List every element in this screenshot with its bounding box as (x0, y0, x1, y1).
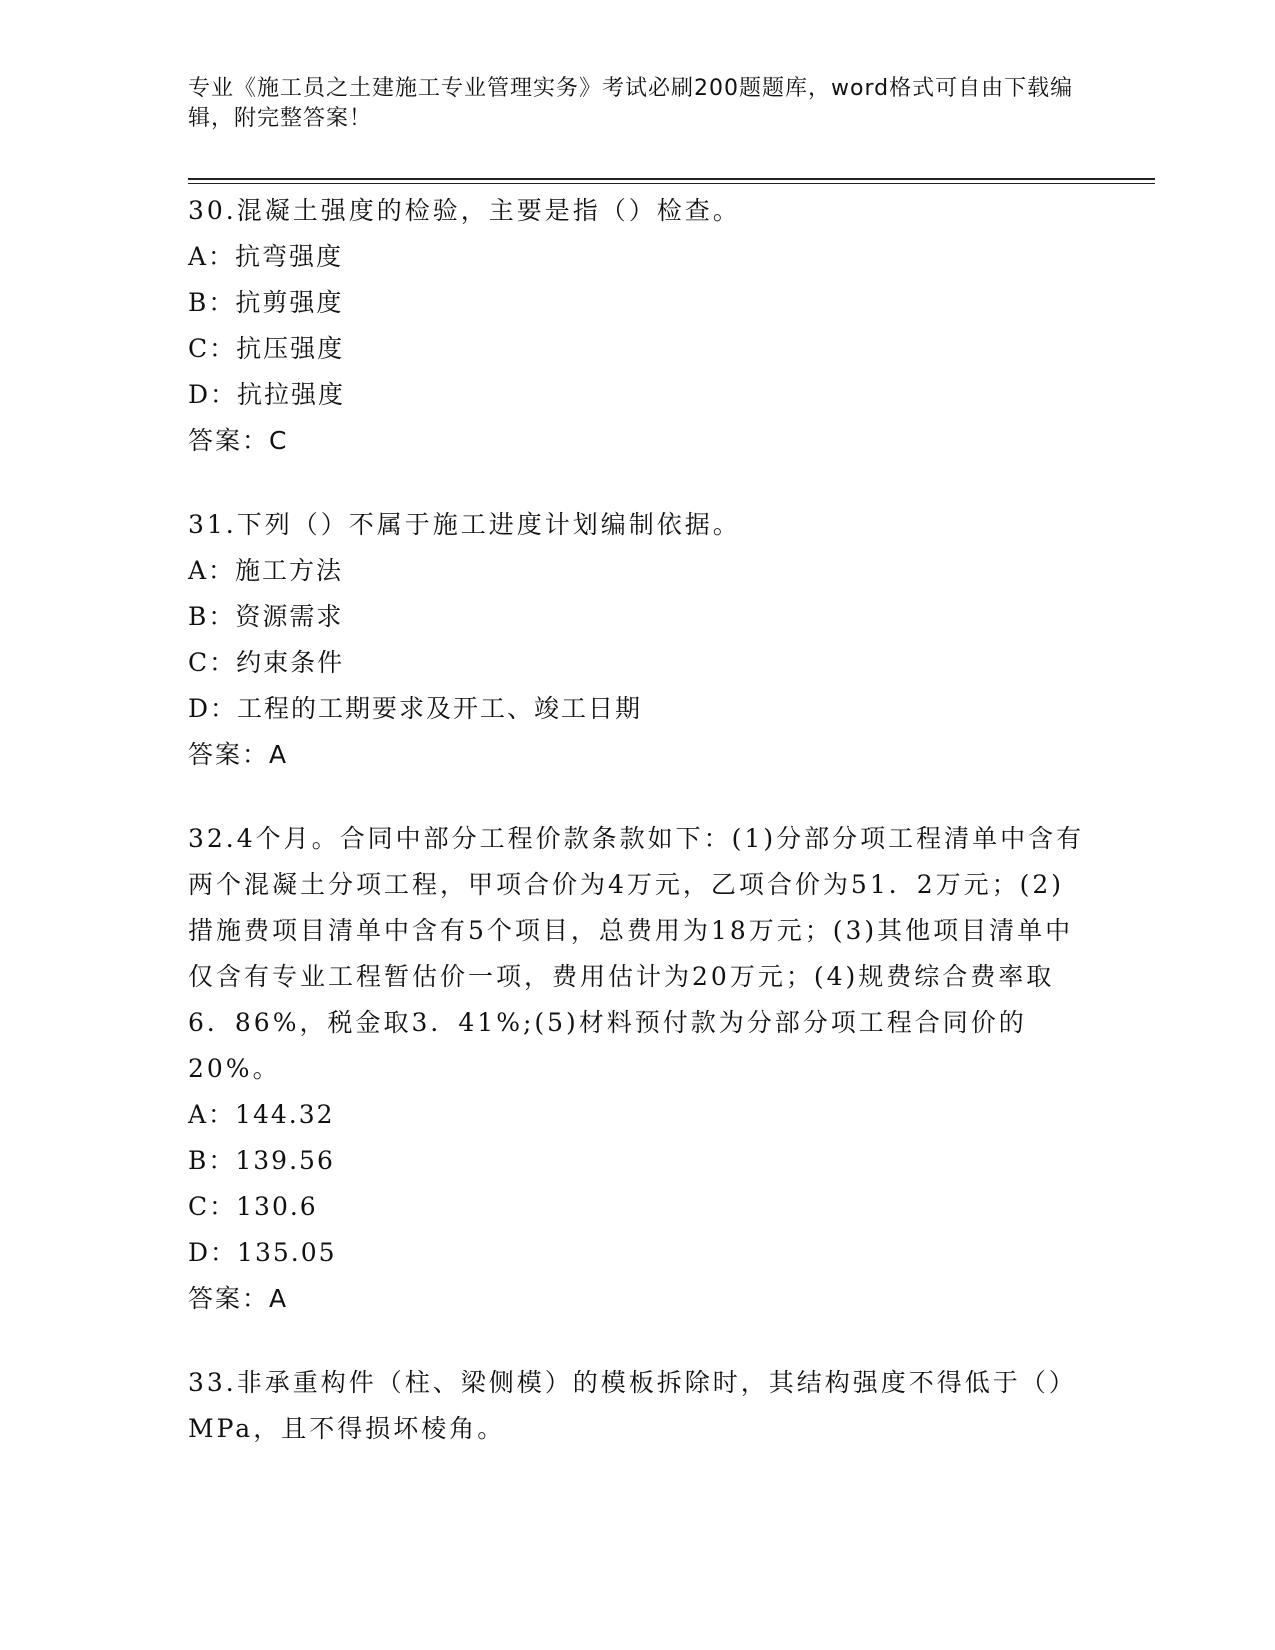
header-rule-thin (188, 183, 1155, 184)
option-c: C：抗压强度 (188, 334, 345, 363)
option-b: B：资源需求 (188, 602, 344, 631)
header-rule-thick (188, 178, 1155, 180)
option-d: D：抗拉强度 (188, 380, 346, 409)
question-stem: 31.下列（）不属于施工进度计划编制依据。 (188, 510, 741, 539)
option-c: C：约束条件 (188, 648, 345, 677)
question-30 (188, 188, 1088, 464)
option-c: C：130.6 (188, 1192, 318, 1221)
option-a: A：施工方法 (188, 556, 344, 585)
answer-line: 答案：C (188, 426, 289, 455)
answer-line: 答案：A (188, 740, 289, 769)
question-stem: 33.非承重构件（柱、梁侧模）的模板拆除时，其结构强度不得低于（）MPa，且不得损坏棱角。 (188, 1368, 1077, 1443)
option-b: B：139.56 (188, 1146, 335, 1175)
option-d: D：135.05 (188, 1238, 337, 1267)
option-d: D：工程的工期要求及开工、竣工日期 (188, 694, 643, 723)
question-32 (188, 816, 1088, 1322)
question-list (188, 188, 1088, 1490)
question-stem: 30.混凝土强度的检验，主要是指（）检查。 (188, 196, 741, 225)
question-stem: 32.4个月。合同中部分工程价款条款如下：(1)分部分项工程清单中含有两个混凝土分项工程，甲项合价为4万元，乙项合价为51．2万元；(2)措施费项目清单中含有5个项目，总费用为18万元；(3)其他项目清单中仅含有专业工程暂估价一项，费用估计为20万元；(4)规费综合费率取6．86%，税金取3．41%;(5)材料预付款为分部分项工程合同价的20%。 (188, 824, 1085, 1083)
question-31 (188, 502, 1088, 778)
option-a: A：抗弯强度 (188, 242, 344, 271)
option-b: B：抗剪强度 (188, 288, 344, 317)
answer-line: 答案：A (188, 1284, 289, 1313)
document-header: 专业《施工员之土建施工专业管理实务》考试必刷200题题库，word格式可自由下载编辑，附完整答案！ (188, 76, 1074, 131)
question-33 (188, 1360, 1088, 1452)
option-a: A：144.32 (188, 1100, 335, 1129)
